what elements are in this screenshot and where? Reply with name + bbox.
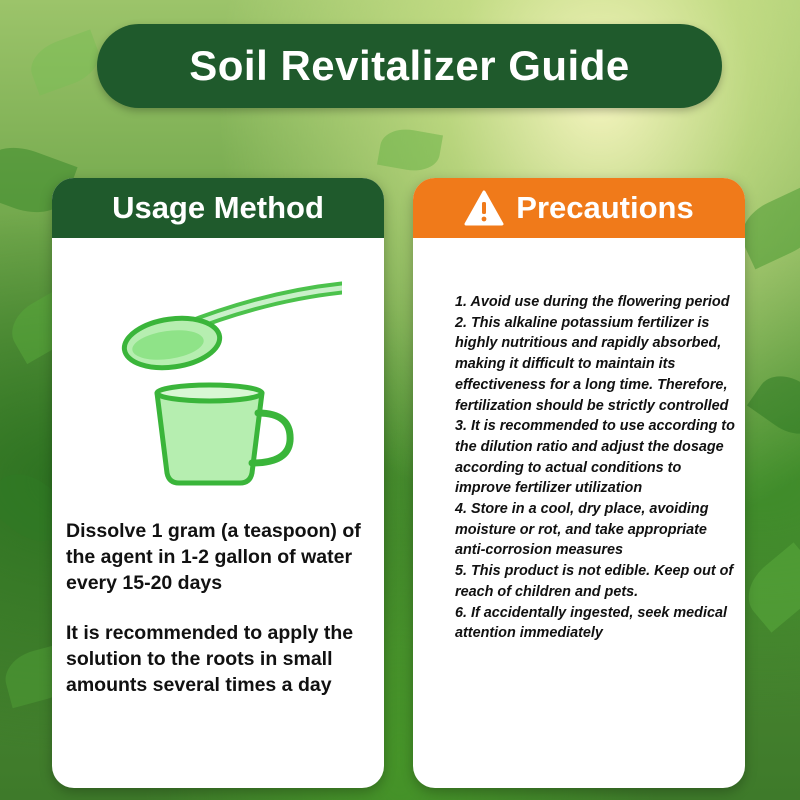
precaution-item: 3. It is recommended to use according to the dilution ratio and adjust the dosage according to actual conditions to improve fertilizer utilization (455, 418, 735, 497)
precautions-header (413, 178, 745, 238)
usage-method-card (52, 178, 384, 788)
precautions-card (413, 178, 745, 788)
precaution-item: 4. Store in a cool, dry place, avoiding moisture or rot, and take appropriate anti-corrosion measures (455, 501, 709, 559)
usage-paragraph-dosage: Dissolve 1 gram (a teaspoon) of the agent in 1-2 gallon of water every 15-20 days (66, 520, 361, 594)
usage-paragraph-application: It is recommended to apply the solution to the roots in small amounts several times a day (66, 622, 354, 696)
usage-illustration (112, 273, 342, 503)
precaution-item: 1. Avoid use during the flowering period (455, 294, 730, 310)
spoon-icon (121, 288, 342, 373)
usage-method-header (52, 178, 384, 238)
precautions-list (455, 292, 740, 644)
precautions-heading: Precautions (516, 190, 694, 225)
precaution-item: 5. This product is not edible. Keep out of reach of children and pets. (455, 563, 734, 600)
usage-method-heading: Usage Method (112, 190, 324, 225)
page-title: Soil Revitalizer Guide (189, 42, 630, 89)
title-banner (97, 24, 722, 108)
warning-icon (464, 190, 504, 226)
usage-instructions (66, 518, 376, 722)
cup-icon (157, 385, 290, 483)
precaution-item: 2. This alkaline potassium fertilizer is highly nutritious and rapidly absorbed, making it difficult to maintain its effectiveness for a long time. Therefore, fertilization should be strictly controlled (455, 314, 729, 414)
precaution-item: 6. If accidentally ingested, seek medical attention immediately (455, 604, 727, 642)
